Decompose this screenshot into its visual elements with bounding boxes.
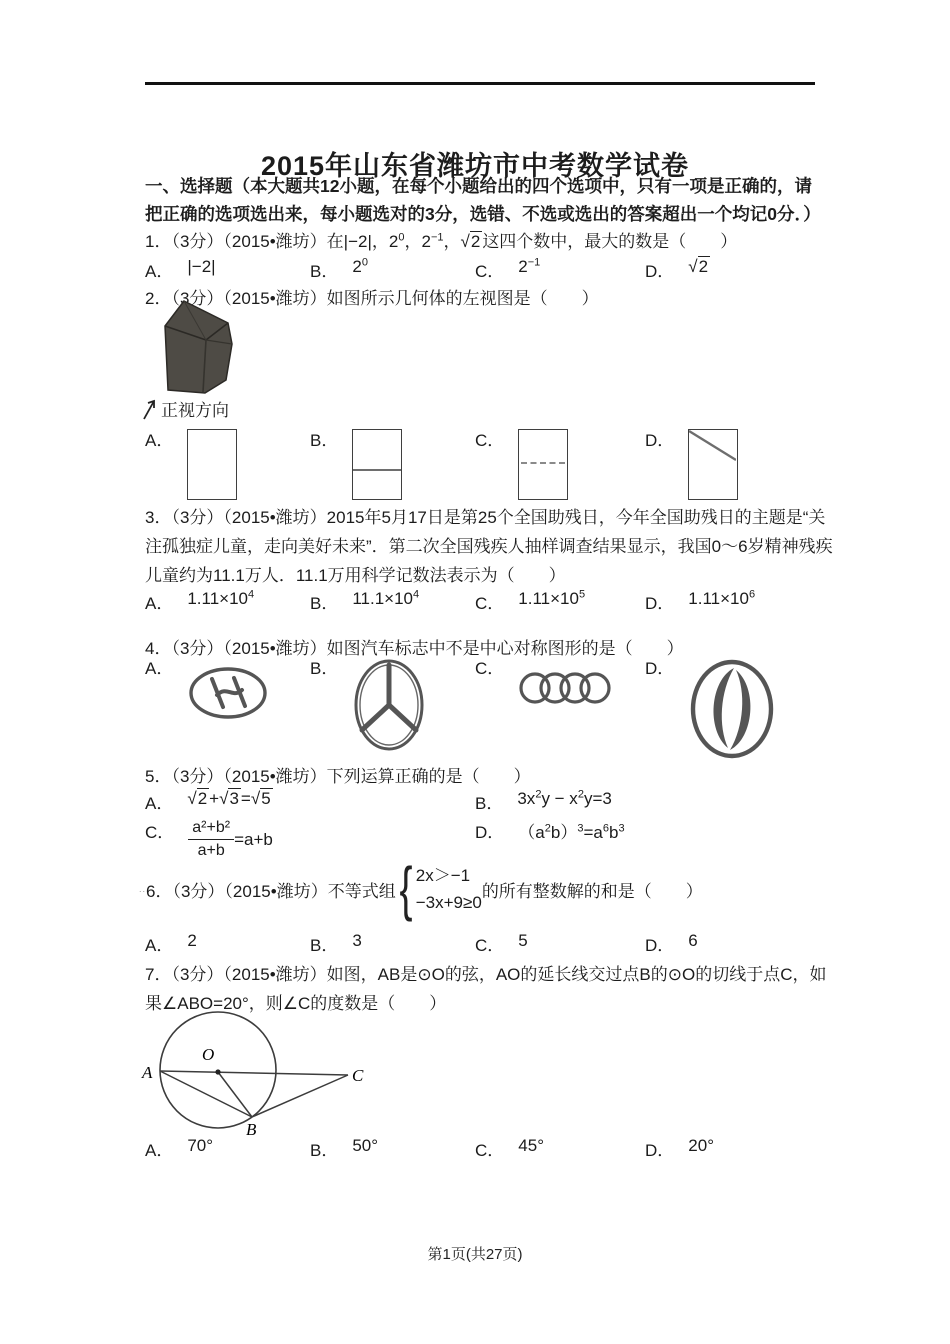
question-7-stem: 7．（3分）（2015•潍坊）如图，AB是⊙O的弦，AO的延长线交过点B的⊙O的切线于点C，如果∠ABO=20°，则∠C的度数是（ ） — [145, 965, 827, 1013]
option-b: B． $3x^2y - x^2y=3$ — [475, 788, 612, 813]
inequality-system: { 2x＞−1 −3x+9≥0 — [399, 855, 482, 922]
option-a: A． √ 2 + √ 3 = √ 5 — [145, 789, 273, 814]
question-4-stem: 4．（3分）（2015•潍坊）如图汽车标志中不是中心对称图形的是（ ） — [145, 639, 684, 658]
question-1-options — [145, 257, 845, 287]
mercedes-logo — [352, 658, 426, 752]
option-a: A． — [145, 426, 237, 500]
point-label-b: B — [246, 1120, 257, 1139]
option-d: D． — [645, 426, 738, 500]
question-7-options — [145, 1136, 845, 1166]
question-1-stem: 1．（3分）（2015•潍坊）在|−2|，$2^0$，$2^{-1}$， √ 2 这四个数中，最大的数是（ ） — [145, 227, 837, 256]
point-label-a: A — [142, 1063, 153, 1082]
question-4-options — [145, 654, 845, 764]
option-a: A． |−2| — [145, 257, 216, 281]
question-6-stem: .. 6．（3分）（2015•潍坊）不等式组 { 2x＞−1 −3x+9≥0 的所有整数解的和是（ ） — [139, 855, 703, 922]
question-3-options — [145, 589, 845, 619]
option-b: B． — [310, 426, 402, 500]
dongfeng-logo — [688, 658, 776, 760]
option-d: D． √ 2 — [645, 257, 710, 282]
circle-diagram — [140, 1008, 375, 1145]
prism-solid-figure — [148, 298, 260, 401]
option-d: D． 20° — [645, 1136, 714, 1160]
option-b: B． $11.1\times 10^4$ — [310, 588, 420, 613]
option-a: A． 70° — [145, 1136, 214, 1160]
option-a: A． $1.11\times 10^4$ — [145, 588, 255, 613]
audi-logo — [518, 666, 612, 710]
option-a: A． — [145, 654, 269, 720]
question-2-options — [145, 426, 845, 506]
option-d: D． 6 — [645, 931, 698, 955]
rect-empty-figure — [187, 429, 237, 500]
option-c: C． 5 — [475, 931, 528, 955]
point-label-c: C — [352, 1066, 364, 1085]
option-c: C． — [475, 426, 568, 500]
question-5-options-row-1 — [145, 789, 845, 819]
option-c: C． $\frac{\text{a²+b²}}{a+b}$ =a+b — [145, 819, 273, 859]
rect-dashed-midline-figure — [518, 429, 568, 500]
rect-diagonal-figure — [688, 429, 738, 500]
option-d: D． $(a^2b)^3=a^6b^3$ — [475, 822, 625, 842]
header-rule — [145, 82, 815, 85]
option-b: B． 50° — [310, 1136, 379, 1160]
question-2-stem: 2．（3分）（2015•潍坊）如图所示几何体的左视图是（ ） — [145, 289, 599, 308]
option-c: C． $2^{-1}$ — [475, 256, 541, 281]
view-direction-caption: 正视方向 — [141, 396, 229, 421]
option-b: B． 3 — [310, 931, 362, 955]
rect-solid-midline-figure — [352, 429, 402, 500]
section-heading: 一、选择题（本大题共12小题，在每个小题给出的四个选项中，只有一项是正确的，请把正确的选项选出来，每小题选对的3分，选错、不选或选出的答案超出一个均记0分．） — [145, 176, 821, 224]
hyundai-logo — [187, 666, 269, 720]
view-direction-arrow-icon — [141, 397, 159, 421]
option-a: A． 2 — [145, 931, 197, 955]
system-brace: { — [399, 855, 413, 922]
question-3-stem: 3．（3分）（2015•潍坊）2015年5月17日是第25个全国助残日，今年全国助残日的主题是“关注孤独症儿童，走向美好未来”．第二次全国残疾人抽样调查结果显示，我国0～6岁精神残疾儿童约为11.1万人．11.1万用科学记数法表示为（ ） — [145, 508, 833, 585]
option-d: D． $1.11\times 10^6$ — [645, 588, 756, 613]
page-footer: 第1页(共27页) — [427, 1246, 523, 1263]
center-point — [215, 1069, 220, 1074]
question-5-stem: 5．（3分）（2015•潍坊）下列运算正确的是（ ） — [145, 767, 531, 786]
option-d: D． — [645, 654, 776, 760]
scan-artifact-dots: .. — [139, 884, 147, 894]
option-c: C． — [475, 654, 612, 710]
page-title: 2015年山东省潍坊市中考数学试卷 — [260, 151, 690, 182]
question-6-options — [145, 931, 845, 961]
option-c: C． 45° — [475, 1136, 544, 1160]
option-b: B． $2^0$ — [310, 256, 368, 281]
option-b: B． — [310, 654, 426, 752]
point-label-o: O — [202, 1045, 215, 1064]
option-c: C． $1.11\times 10^5$ — [475, 588, 586, 613]
